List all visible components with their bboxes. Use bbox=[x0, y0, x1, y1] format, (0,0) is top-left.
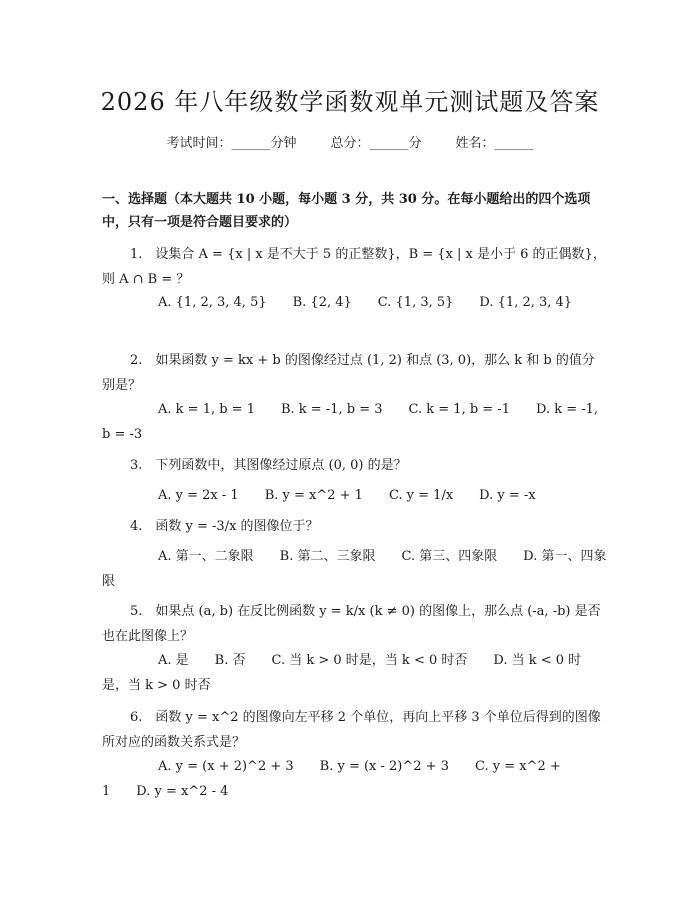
option-a: A. 是 bbox=[158, 653, 189, 668]
total-score-field: 总分：______分 bbox=[330, 136, 422, 151]
question-5-options bbox=[102, 648, 607, 698]
option-c: C. 第三、四象限 bbox=[401, 549, 498, 564]
question-4: 4. 函数 y = -3/x 的图像位于？ bbox=[130, 519, 319, 534]
question-2: 2. 如果函数 y = kx + b 的图像经过点 (1, 2) 和点 (3, 0)，那么 k 和 b 的值分别是？ bbox=[102, 353, 595, 393]
question-1-options bbox=[102, 290, 607, 315]
option-b: B. 第二、三象限 bbox=[279, 549, 376, 564]
exam-info-line bbox=[0, 132, 700, 151]
option-a: A. k = 1, b = 1 bbox=[158, 402, 255, 417]
option-d: D. 第一、四象限 bbox=[102, 549, 607, 589]
option-c: C. y = x^2 + 1 bbox=[102, 759, 561, 799]
exam-time-field: 考试时间：______分钟 bbox=[166, 136, 297, 151]
option-a: A. 第一、二象限 bbox=[158, 549, 254, 564]
question-3-options bbox=[102, 483, 607, 508]
option-a: A. y = 2x - 1 bbox=[158, 488, 239, 503]
option-b: B. y = (x - 2)^2 + 3 bbox=[319, 759, 449, 774]
option-d: D. 当 k < 0 时是，当 k > 0 时否 bbox=[102, 653, 582, 693]
section-heading-choice: 一、选择题（本大题共 10 小题，每小题 3 分，共 30 分。在每小题给出的四个选项中，只有一项是符合题目要求的） bbox=[102, 192, 591, 230]
option-d: D. y = -x bbox=[479, 488, 536, 503]
option-b: B. k = -1, b = 3 bbox=[280, 402, 383, 417]
document-title: 2026 年八年级数学函数观单元测试题及答案 bbox=[100, 88, 600, 116]
option-c: C. {1, 3, 5} bbox=[377, 295, 454, 310]
option-c: C. y = 1/x bbox=[388, 488, 454, 503]
question-2-options bbox=[102, 397, 607, 447]
question-6-options bbox=[102, 754, 607, 804]
option-b: B. y = x^2 + 1 bbox=[264, 488, 363, 503]
option-c: C. 当 k > 0 时是，当 k < 0 时否 bbox=[271, 653, 468, 668]
option-a: A. {1, 2, 3, 4, 5} bbox=[158, 295, 267, 310]
option-d: D. y = x^2 - 4 bbox=[136, 784, 229, 799]
student-name-field: 姓名：______ bbox=[455, 136, 534, 151]
question-3: 3. 下列函数中，其图像经过原点 (0, 0) 的是？ bbox=[130, 458, 407, 473]
option-a: A. y = (x + 2)^2 + 3 bbox=[158, 759, 294, 774]
option-b: B. 否 bbox=[214, 653, 246, 668]
option-d: D. {1, 2, 3, 4} bbox=[479, 295, 573, 310]
question-6: 6. 函数 y = x^2 的图像向左平移 2 个单位，再向上平移 3 个单位后得到的图像所对应的函数关系式是？ bbox=[102, 710, 601, 750]
option-b: B. {2, 4} bbox=[292, 295, 352, 310]
question-1: 1. 设集合 A = {x | x 是不大于 5 的正整数}，B = {x | x 是小于 6 的正偶数}，则 A ∩ B = ？ bbox=[102, 247, 606, 287]
option-c: C. k = 1, b = -1 bbox=[408, 402, 510, 417]
question-4-options bbox=[102, 544, 607, 594]
option-d: D. k = -1, b = -3 bbox=[102, 402, 599, 442]
question-5: 5. 如果点 (a, b) 在反比例函数 y = k/x (k ≠ 0) 的图像上，那么点 (-a, -b) 是否也在此图像上？ bbox=[102, 604, 601, 644]
